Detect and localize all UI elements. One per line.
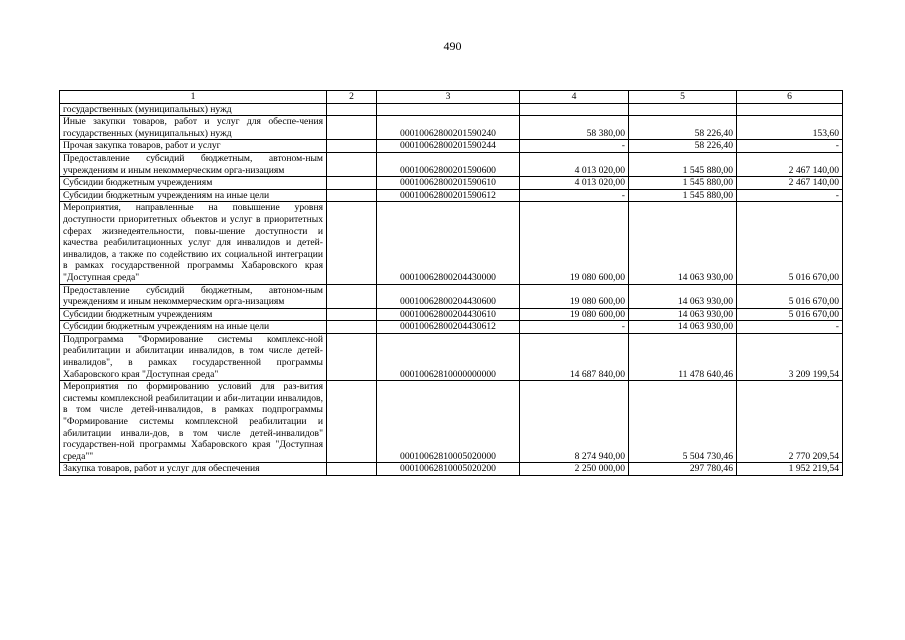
row-value-col5: 14 063 930,00 [629, 308, 737, 321]
row-value-col5: 1 545 880,00 [629, 177, 737, 190]
table-row [60, 308, 843, 321]
row-value-col5: 58 226,40 [629, 116, 737, 140]
row-name: Закупка товаров, работ и услуг для обеспечения [60, 463, 327, 476]
row-code: 00010062800204430612 [377, 321, 520, 334]
row-code: 00010062800201590240 [377, 116, 520, 140]
table-row [60, 152, 843, 176]
table-row [60, 284, 843, 308]
row-code: 00010062800204430600 [377, 284, 520, 308]
row-name: государственных (муниципальных) нужд [60, 103, 327, 116]
table-row [60, 140, 843, 153]
column-header-1: 1 [60, 91, 327, 104]
row-col2 [327, 321, 377, 334]
row-value-col4: 4 013 020,00 [520, 152, 629, 176]
column-header-5: 5 [629, 91, 737, 104]
table-row [60, 381, 843, 463]
table-row [60, 189, 843, 202]
row-col2 [327, 140, 377, 153]
row-col2 [327, 381, 377, 463]
row-value-col6: - [737, 189, 843, 202]
row-value-col5: 11 478 640,46 [629, 333, 737, 380]
row-value-col4: 58 380,00 [520, 116, 629, 140]
row-name: Предоставление субсидий бюджетным, автоном-ным учреждениям и иным некоммерческим орга-низациям [60, 284, 327, 308]
row-code: 00010062800201590612 [377, 189, 520, 202]
row-value-col4: 19 080 600,00 [520, 284, 629, 308]
row-value-col6: 2 770 209,54 [737, 381, 843, 463]
row-value-col6: 5 016 670,00 [737, 284, 843, 308]
row-code: 00010062800204430000 [377, 202, 520, 284]
column-header-2: 2 [327, 91, 377, 104]
row-value-col4: 19 080 600,00 [520, 308, 629, 321]
row-value-col6: - [737, 140, 843, 153]
column-header-3: 3 [377, 91, 520, 104]
row-code [377, 103, 520, 116]
table-row [60, 116, 843, 140]
row-value-col4 [520, 103, 629, 116]
row-value-col5: 14 063 930,00 [629, 284, 737, 308]
table-row [60, 321, 843, 334]
table-row [60, 103, 843, 116]
row-value-col4: - [520, 189, 629, 202]
row-code: 00010062810000000000 [377, 333, 520, 380]
row-name: Субсидии бюджетным учреждениям [60, 177, 327, 190]
row-col2 [327, 463, 377, 476]
budget-table-body [60, 91, 843, 476]
table-row [60, 177, 843, 190]
row-name: Предоставление субсидий бюджетным, автоном-ным учреждениям и иным некоммерческим орга-низациям [60, 152, 327, 176]
row-value-col4: - [520, 321, 629, 334]
row-value-col6: 1 952 219,54 [737, 463, 843, 476]
row-col2 [327, 103, 377, 116]
table-row [60, 463, 843, 476]
row-value-col5: 14 063 930,00 [629, 202, 737, 284]
row-code: 00010062810005020000 [377, 381, 520, 463]
row-col2 [327, 189, 377, 202]
row-code: 00010062800201590610 [377, 177, 520, 190]
row-value-col6: 5 016 670,00 [737, 202, 843, 284]
row-col2 [327, 152, 377, 176]
table-header-row [60, 91, 843, 104]
row-col2 [327, 202, 377, 284]
row-value-col4: - [520, 140, 629, 153]
row-name: Субсидии бюджетным учреждениям на иные цели [60, 189, 327, 202]
row-value-col5: 58 226,40 [629, 140, 737, 153]
row-value-col6: - [737, 321, 843, 334]
row-value-col4: 14 687 840,00 [520, 333, 629, 380]
row-value-col5: 5 504 730,46 [629, 381, 737, 463]
row-value-col6: 2 467 140,00 [737, 177, 843, 190]
row-col2 [327, 116, 377, 140]
row-col2 [327, 177, 377, 190]
row-value-col4: 2 250 000,00 [520, 463, 629, 476]
row-value-col6: 153,60 [737, 116, 843, 140]
row-value-col5: 1 545 880,00 [629, 152, 737, 176]
row-value-col4: 8 274 940,00 [520, 381, 629, 463]
row-name: Мероприятия, направленные на повышение уровня доступности приоритетных объектов и услуг в приоритетных сферах жизнедеятельности, повы-шение доступности и качества реабилитационных услуг для инвалидов и детей-инвалидов, а также по содействию их социальной интеграции в рамках государственной программы Хабаровского края "Доступная среда" [60, 202, 327, 284]
row-code: 00010062800201590600 [377, 152, 520, 176]
row-name: Иные закупки товаров, работ и услуг для обеспе-чения государственных (муниципальных) нужд [60, 116, 327, 140]
row-code: 00010062800201590244 [377, 140, 520, 153]
row-col2 [327, 284, 377, 308]
row-value-col5: 14 063 930,00 [629, 321, 737, 334]
row-value-col6: 3 209 199,54 [737, 333, 843, 380]
budget-table [59, 90, 843, 476]
column-header-6: 6 [737, 91, 843, 104]
column-header-4: 4 [520, 91, 629, 104]
row-col2 [327, 308, 377, 321]
row-value-col4: 4 013 020,00 [520, 177, 629, 190]
table-row [60, 333, 843, 380]
row-code: 00010062800204430610 [377, 308, 520, 321]
page-number: 490 [443, 39, 462, 53]
row-name: Мероприятия по формированию условий для раз-вития системы комплексной реабилитации и аби-литации инвалидов, в том числе детей-инвалидов, в рамках подпрограммы "Формирование системы комплексной реабилитации и абилитации инвали-дов, в том числе детей-инвалидов" государствен-ной программы Хабаровского края "Доступная среда"" [60, 381, 327, 463]
row-value-col6 [737, 103, 843, 116]
row-name: Субсидии бюджетным учреждениям [60, 308, 327, 321]
row-value-col6: 5 016 670,00 [737, 308, 843, 321]
row-value-col5 [629, 103, 737, 116]
row-value-col5: 297 780,46 [629, 463, 737, 476]
row-code: 00010062810005020200 [377, 463, 520, 476]
row-name: Подпрограмма "Формирование системы комплекс-ной реабилитации и абилитации инвалидов, в том числе детей-инвалидов", в рамках государственной программы Хабаровского края "Доступная среда" [60, 333, 327, 380]
table-row [60, 202, 843, 284]
row-value-col5: 1 545 880,00 [629, 189, 737, 202]
row-col2 [327, 333, 377, 380]
row-name: Субсидии бюджетным учреждениям на иные цели [60, 321, 327, 334]
row-value-col4: 19 080 600,00 [520, 202, 629, 284]
row-name: Прочая закупка товаров, работ и услуг [60, 140, 327, 153]
row-value-col6: 2 467 140,00 [737, 152, 843, 176]
